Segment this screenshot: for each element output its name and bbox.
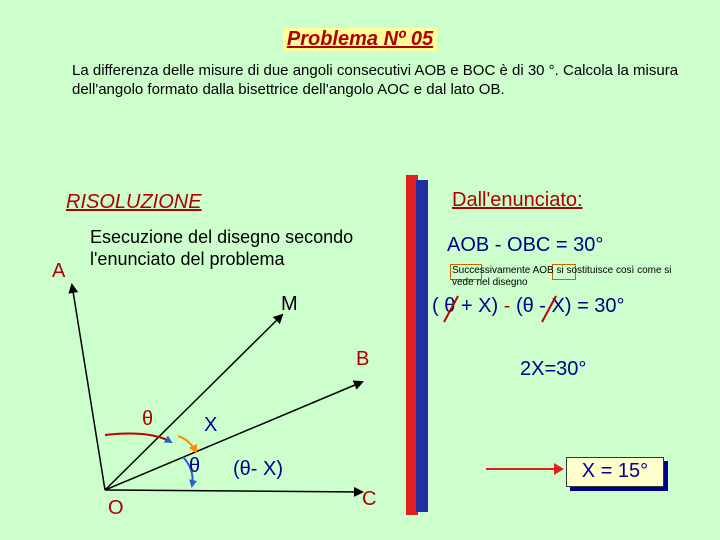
divider-blue-bar (416, 180, 428, 512)
equation-3: 2X=30° (520, 358, 587, 380)
point-A-label: A (52, 260, 66, 282)
theta-minus-x-label: (θ- X) (233, 458, 283, 480)
slide-title: Problema Nº 05 (0, 28, 720, 51)
execution-text: Esecuzione del disegno secondo l'enunciato del problema (90, 227, 354, 269)
cancel-stroke-1 (444, 296, 458, 322)
cancel-strokes (430, 292, 600, 326)
point-O-label: O (108, 497, 124, 519)
risoluzione-heading: RISOLUZIONE (66, 191, 202, 213)
arc-x (178, 436, 196, 452)
theta-upper-label: θ (142, 408, 154, 430)
substitution-note: Successivamente AOB si sostituisce così come si vede nel disegno (452, 265, 672, 288)
cancel-stroke-2 (542, 296, 556, 322)
point-C-label: C (362, 488, 377, 510)
result-text: X = 15° (581, 460, 649, 482)
eq2-term2: (θ - X) (515, 295, 572, 317)
point-B-label: B (356, 348, 370, 370)
eq2-minus: - (503, 295, 511, 317)
problem-text: La differenza delle misure di due angoli consecutivi AOB e BOC è di 30 °. Calcola la misura dell'angolo formato dalla bisettrice dell'angolo AOC e dal lato OB. (72, 62, 679, 98)
point-M-label: M (281, 293, 298, 315)
ray-OC (105, 490, 362, 492)
result-arrow (486, 460, 566, 478)
x-label: X (204, 414, 218, 436)
eq2-result: = 30° (577, 295, 625, 317)
from-statement-heading: Dall'enunciato: (452, 189, 583, 211)
theta-lower-label: θ (189, 455, 201, 477)
eq2-term1: ( θ + X) (432, 295, 499, 317)
ray-OA (72, 285, 105, 490)
equation-1: AOB - OBC = 30° (447, 234, 604, 256)
